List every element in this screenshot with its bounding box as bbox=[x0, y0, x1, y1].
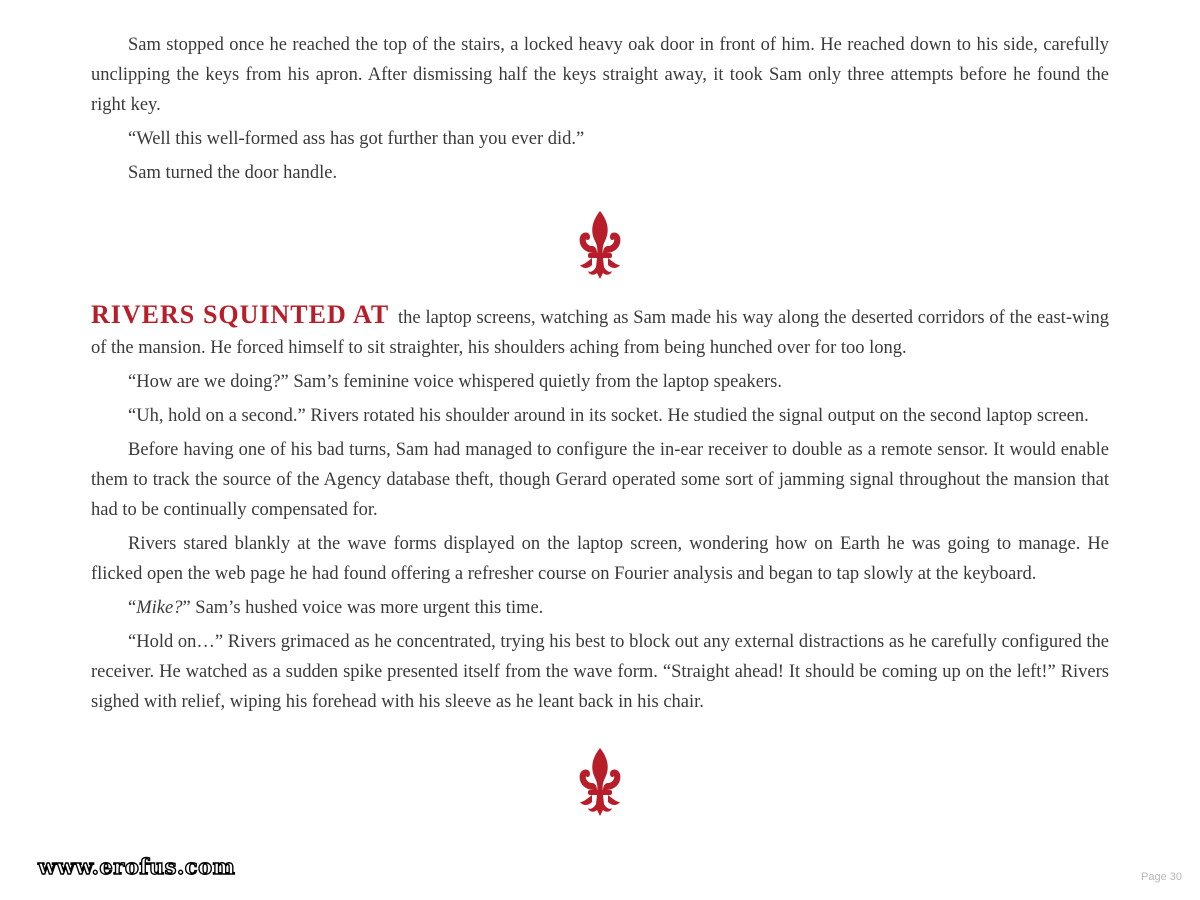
italic-name: Mike? bbox=[136, 598, 183, 618]
paragraph: “Uh, hold on a second.” Rivers rotated his shoulder around in its socket. He studied the signal output on the second laptop screen. bbox=[128, 406, 1089, 426]
watermark-text: www.erofus.com bbox=[38, 854, 236, 879]
chapter-opening-paragraph bbox=[91, 300, 1109, 363]
fleur-de-lis-icon bbox=[570, 209, 630, 281]
fleur-de-lis-icon bbox=[570, 746, 630, 818]
paragraph-rest: ” Sam’s hushed voice was more urgent this time. bbox=[182, 598, 544, 618]
paragraph: “Hold on…” Rivers grimaced as he concentrated, trying his best to block out any external distractions as he carefully configured the receiver. He watched as a sudden spike presented itself from the wave form. “Straight ahead! It should be coming up on the left!” Rivers sighed with relief, wiping his forehead with his sleeve as he leant back in his chair. bbox=[91, 632, 1109, 712]
paragraph: Rivers stared blankly at the wave forms displayed on the laptop screen, wondering how on Earth he was going to manage. He flicked open the web page he had found offering a refresher course on Fourier analysis and began to tap slowly at the keyboard. bbox=[91, 534, 1109, 584]
paragraph: “Well this well-formed ass has got further than you ever did.” bbox=[128, 129, 585, 149]
paragraph: “How are we doing?” Sam’s feminine voice whispered quietly from the laptop speakers. bbox=[128, 372, 782, 392]
paragraph: Sam turned the door handle. bbox=[128, 163, 338, 183]
paragraph bbox=[91, 593, 1109, 623]
section-divider bbox=[91, 737, 1109, 827]
paragraph: Sam stopped once he reached the top of the stairs, a locked heavy oak door in front of him. He reached down to his side, carefully unclipping the keys from his apron. After dismissing half the keys straight away, it took Sam only three attempts before he found the right key. bbox=[91, 35, 1109, 115]
page-body bbox=[91, 30, 1109, 827]
paragraph: Before having one of his bad turns, Sam had managed to configure the in-ear receiver to double as a remote sensor. It would enable them to track the source of the Agency database theft, though Gerard operated some sort of jamming signal throughout the mansion that had to be continually compensated for. bbox=[91, 440, 1109, 520]
lead-in-rest: the laptop screens, watching as Sam made his way along the deserted corridors of the east-wing of the mansion. He forced himself to sit straighter, his shoulders aching from being hunched over for too long. bbox=[91, 308, 1109, 358]
quote-open: “ bbox=[128, 598, 137, 618]
section-divider bbox=[91, 200, 1109, 290]
page-number: Page 30 bbox=[1141, 871, 1182, 883]
lead-in-small-caps: RIVERS SQUINTED AT bbox=[91, 300, 390, 329]
